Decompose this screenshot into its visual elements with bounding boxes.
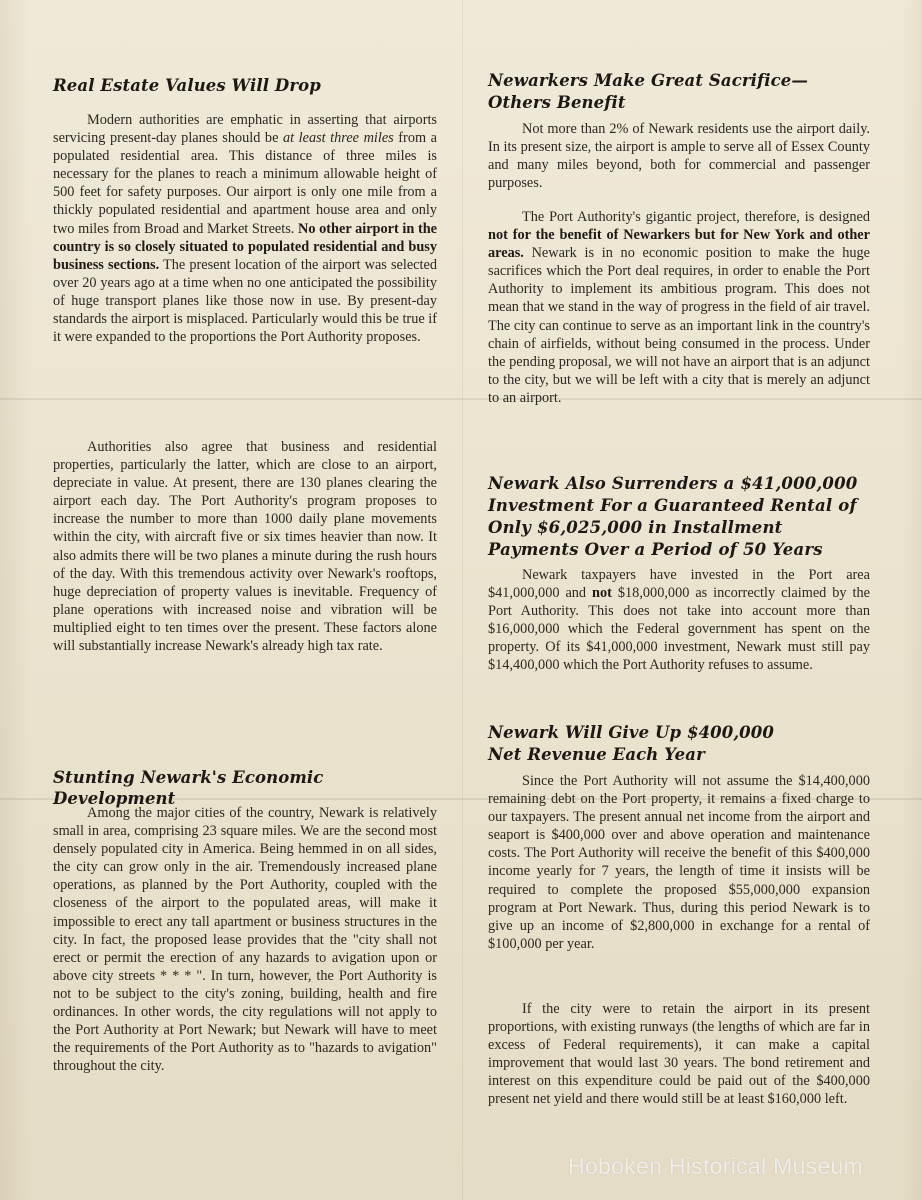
heading-real-estate: Real Estate Values Will Drop — [53, 76, 321, 95]
text-run: Newark is in no economic position to make the huge sacrifices which the Port deal requires, in order to enable the Port Authority to implement its ambitious program. This does not mean that we stand in the way of progress in the field of air travel. The city can continue to serve as an important link in the country's chain of airfields, without being consumed in the process. Under the pending proposal, we will not have an airport that is an adjunct to the city, but we will be left with a city that is merely an adjunct to an airport. — [488, 245, 870, 406]
heading-surrenders: Newark Also Surrenders a $41,000,000 Investment For a Guaranteed Rental of Only $6,025,000 in Installment Payments Over a Period of 50 Years — [488, 474, 858, 559]
text-run: from a populated residential area. This distance of three miles is necessary for the planes to reach a minimum allowable height of 500 feet for safety purposes. Our airport is only one mile from a thickly populated residential and apartment house area and only two miles from Broad and Market Streets. — [53, 130, 437, 237]
text-run: The present location of the airport was selected over 20 years ago at a time when no one anticipated the possibility of huge transport planes like those now in use. By present-day standards the airport is misplaced. Particularly would this be true if it were expanded to the proportions the Port Authority proposes. — [53, 256, 437, 346]
bold-text: not — [592, 585, 612, 602]
paragraph-sacrifice-2 — [488, 208, 870, 407]
text-run: The Port Authority's gigantic project, therefore, is designed — [522, 209, 870, 225]
text-run: Newark taxpayers have invested in the Port area $41,000,000 and — [488, 567, 870, 602]
bold-text: not for the benefit of Newarkers but for New York and other areas. — [488, 227, 870, 262]
paragraph-stunting: Among the major cities of the country, Newark is relatively small in area, comprising 23 square miles. We are the second most densely populated city in America. Being hemmed in on all sides, the city can grow only in the air. Tremendously increased plane operations, as planned by the Port Authority, coupled with the closeness of the airport to the populated areas, will make it impossible to erect any tall apartment or business structures in the city. In fact, the proposed lease provides that the "city shall not erect or permit the erection of any hazards to avigation upon or above city streets * * * ". In turn, however, the Port Authority is not to be subject to the city's zoning, building, health and fire ordinances. In other words, the city regulations will not apply to the Port Authority at Port Newark; but Newark will have to meet the requirements of the Port Authority as to "hazards to avigation" throughout the city. — [53, 805, 437, 1075]
paragraph-real-estate-1 — [53, 111, 437, 346]
heading-sacrifice: Newarkers Make Great Sacrifice—Others Benefit — [488, 71, 808, 112]
emphasis-text: at least three miles — [282, 130, 394, 147]
text-run: Modern authorities are emphatic in asserting that airports servicing present-day planes should be — [53, 112, 437, 147]
heading-net-revenue: Newark Will Give Up $400,000 Net Revenue Each Year — [488, 723, 774, 764]
center-fold — [462, 0, 463, 1200]
paragraph-real-estate-2: Authorities also agree that business and residential properties, particularly the latter, which are close to an airport, depreciate in value. At present, there are 130 planes clearing the airport each day. The Port Authority's program proposes to increase the number to more than 1000 daily plane movements within the city, with aircraft five or six times heavier than now. It also admits there will be two planes a minute during the rush hours of the day. With this tremendous activity over Newark's rooftops, huge depreciation of property values is inevitable. Frequency of plane operations with increased noise and vibration will be multiplied eight to ten times over the present. These factors alone will substantially increase Newark's already high tax rate. — [53, 439, 437, 655]
paragraph-sacrifice-1: Not more than 2% of Newark residents use the airport daily. In its present size, the airport is ample to serve all of Essex County and many miles beyond, both for commercial and passenger purposes. — [488, 121, 870, 192]
text-run: $18,000,000 as incorrectly claimed by the Port Authority. This does not take into account more than $16,000,000 which the Federal government has spent on the property. Of its $41,000,000 investment, Newark must still pay $14,400,000 which the Port Authority refuses to assume. — [488, 585, 870, 674]
paragraph-net-revenue-1: Since the Port Authority will not assume the $14,400,000 remaining debt on the Port property, it remains a fixed charge to our taxpayers. The present annual net income from the airport and seaport is $400,000 over and above operation and maintenance costs. The Port Authority will receive the benefit of this $400,000 income yearly for 7 years, the length of time it insists will be required to complete the proposed $55,000,000 expansion program at Port Newark. Thus, during this period Newark is to give up an income of $2,800,000 in exchange for a rental of $100,000 per year. — [488, 773, 870, 952]
paragraph-net-revenue-2: If the city were to retain the airport in its present proportions, with existing runways (the lengths of which are far in excess of Federal requirements), it can make a capital improvement that would last 30 years. The bond retirement and interest on this expenditure could be paid out of the $400,000 present net yield and there would still be at least $160,000 left. — [488, 1001, 870, 1108]
heading-stunting: Stunting Newark's Economic Development — [53, 768, 324, 808]
bold-text: No other airport in the country is so closely situated to populated residential and busy business sections. — [53, 220, 437, 273]
paragraph-surrenders — [488, 566, 870, 675]
watermark-text: Hoboken Historical Museum — [568, 1153, 864, 1179]
